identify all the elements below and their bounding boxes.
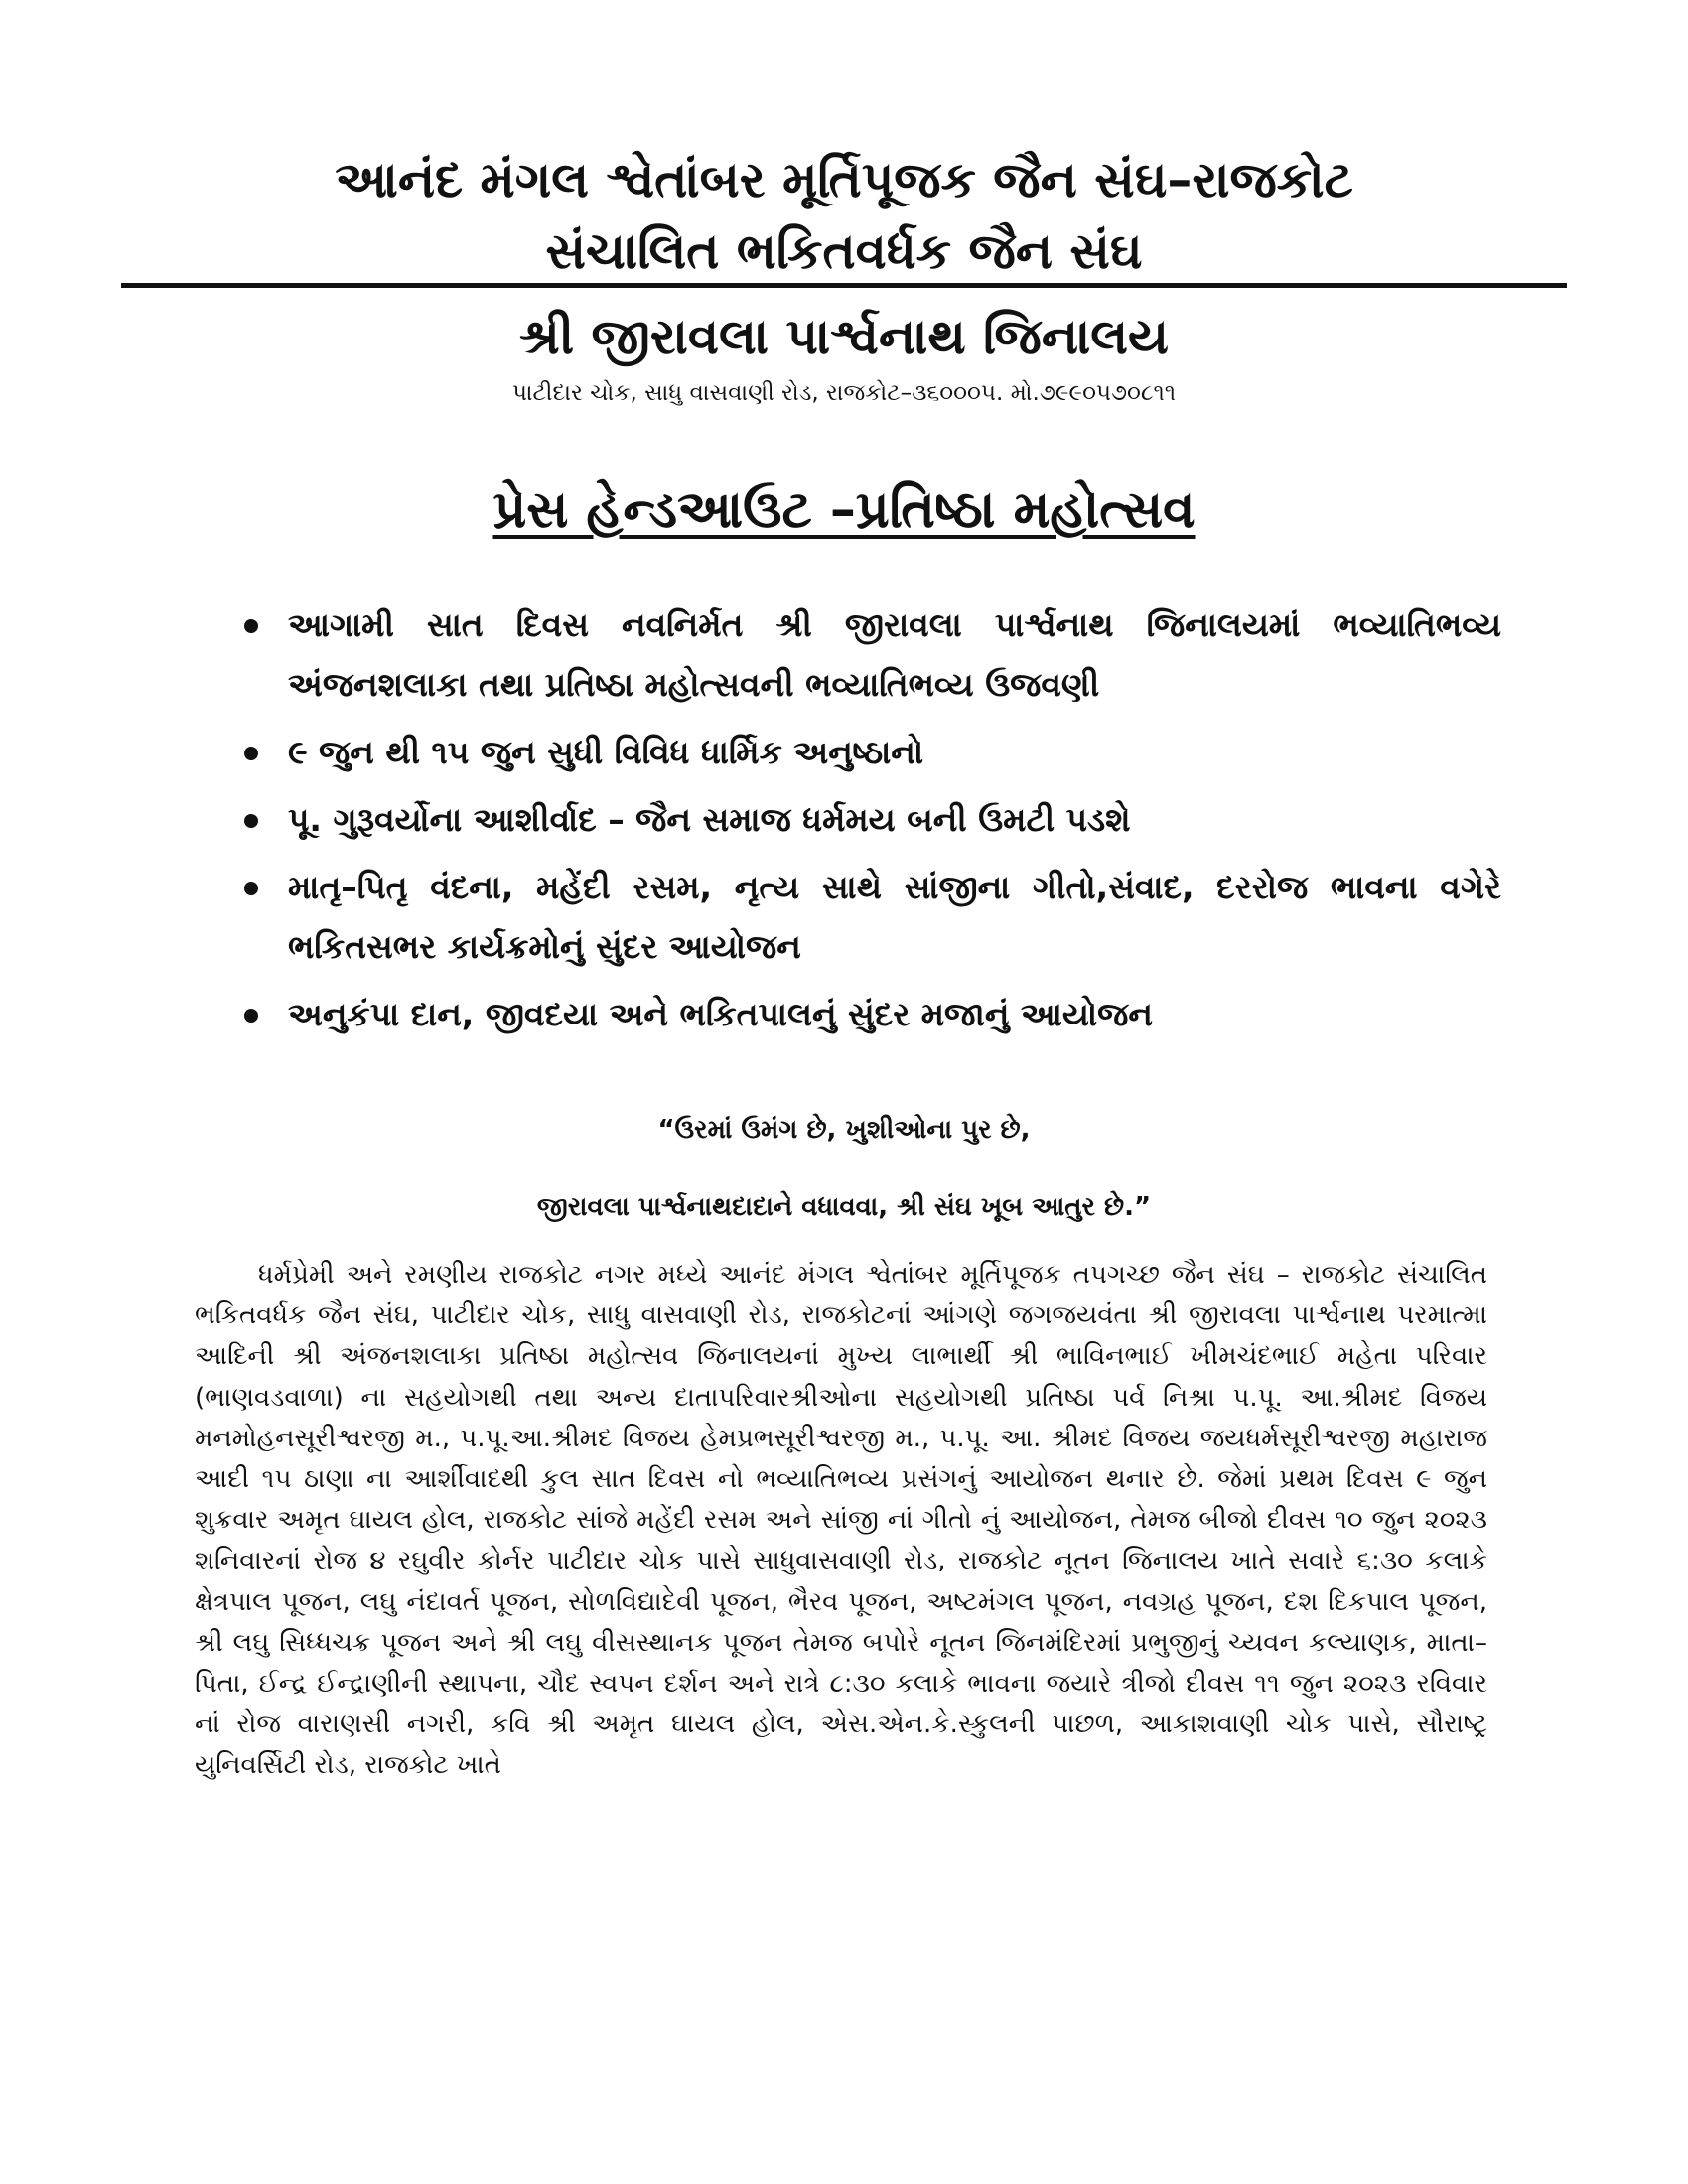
list-item	[244, 723, 1501, 782]
bullet-icon	[244, 619, 258, 633]
body-paragraph: ધર્મપ્રેમી અને રમણીય રાજકોટ નગર મધ્યે આનંદ મંગલ શ્વેતાંબર મૂર્તિપૂજક તપગચ્છ જૈન સંઘ – રાજકોટ સંચાલિત ભકિતવર્ધક જૈન સંઘ, પાટીદાર ચોક, સાધુ વાસવાણી રોડ, રાજકોટનાં આંગણે જગજયવંતા શ્રી જીરાવલા પાર્શ્વનાથ પરમાત્મા આદિની શ્રી અંજનશલાકા પ્રતિષ્ઠા મહોત્સવ જિનાલયનાં મુખ્ય લાભાર્થી શ્રી ભાવિનભાઈ ખીમચંદભાઈ મહેતા પરિવાર (ભાણવડવાળા) ના સહયોગથી તથા અન્ય દાતાપરિવારશ્રીઓના સહયોગથી પ્રતિષ્ઠા પર્વ નિશ્રા પ.પૂ. આ.શ્રીમદ વિજય મનમોહનસૂરીશ્વરજી મ., પ.પૂ.આ.શ્રીમદ વિજય હેમપ્રભસૂરીશ્વરજી મ., પ.પૂ. આ. શ્રીમદ વિજય જયધર્મસૂરીશ્વરજી મહારાજ આદી ૧૫ ઠાણા ના આર્શીવાદથી કુલ સાત દિવસ નો ભવ્યાતિભવ્ય પ્રસંગનું આયોજન થનાર છે. જેમાં પ્રથમ દિવસ ૯ જુન શુક્રવાર અમૃત ઘાયલ હોલ, રાજકોટ સાંજે મહેંદી રસમ અને સાંજી નાં ગીતો નું આયોજન, તેમજ બીજો દીવસ ૧૦ જુન ૨૦૨૩ શનિવારનાં રોજ ૪ રઘુવીર કોર્નર પાટીદાર ચોક પાસે સાધુવાસવાણી રોડ, રાજકોટ નૂતન જિનાલય ખાતે સવારે ૬:૩૦ કલાકે ક્ષેત્રપાલ પૂજન, લઘુ નંદાવર્ત પૂજન, સોળવિદ્યાદેવી પૂજન, ભૈરવ પૂજન, અષ્ટમંગલ પૂજન, નવગ્રહ પૂજન, દશ દિકપાલ પૂજન, શ્રી લઘુ સિધ્ધચક્ર પૂજન અને શ્રી લઘુ વીસસ્થાનક પૂજન તેમજ બપોરે નૂતન જિનમંદિરમાં પ્રભુજીનું ચ્યવન કલ્યાણક, માતા–પિતા, ઈન્દ્ર ઈન્દ્રાણીની સ્થાપના, ચૌદ સ્વપન દર્શન અને રાત્રે ૮:૩૦ કલાકે ભાવના જયારે ત્રીજો દીવસ ૧૧ જુન ૨૦૨૩ રવિવાર નાં રોજ વારાણસી નગરી, કવિ શ્રી અમૃત ઘાયલ હોલ, એસ.એન.કે.સ્કુલની પાછળ, આકાશવાણી ચોક પાસે, સૌરાષ્ટ્ર યુનિવર્સિટી રોડ, રાજકોટ ખાતે	[195, 1260, 1487, 1781]
organization-name: આનંદ મંગલ શ્વેતાંબર મૂર્તિપૂજક જૈન સંઘ–રાજકોટ	[335, 151, 1353, 208]
highlights-list	[244, 596, 1501, 1052]
address-line: પાટીદાર ચોક, સાધુ વાસવાણી રોડ, રાજકોટ–૩૬૦૦૦૫. મો.૭૯૯૦૫૭૦૮૧૧	[511, 380, 1177, 406]
temple-name: શ્રી જીરાવલા પાર્શ્વનાથ જિનાલય	[518, 308, 1170, 365]
bullet-icon	[244, 1009, 258, 1023]
quote-line-1: “ઉરમાં ઉમંગ છે, ખુશીઓના પુર છે,	[657, 1115, 1031, 1145]
heading-text: પ્રેસ હેન્ડઆઉટ –પ્રતિષ્ઠા મહોત્સવ	[492, 480, 1196, 540]
list-item	[244, 596, 1501, 715]
list-item	[244, 985, 1501, 1044]
bullet-icon	[244, 747, 258, 760]
document-heading	[0, 477, 1688, 544]
bullet-icon	[244, 814, 258, 828]
list-item-text: પૂ. ગુરૂવર્યોના આશીર્વાદ – જૈન સમાજ ધર્મમય બની ઉમટી પડશે	[288, 800, 1131, 839]
list-item-text: માતૃ–પિતૃ વંદના, મહેંદી રસમ, નૃત્ય સાથે સાંજીના ગીતો,સંવાદ, દરરોજ ભાવના વગેરે ભકિતસભર કાર્યક્રમોનું સુંદર આયોજન	[288, 868, 1501, 966]
list-item-text: ૯ જુન થી ૧૫ જુન સુધી વિવિધ ધાર્મિક અનુષ્ઠાનો	[288, 733, 924, 771]
list-item-text: આગામી સાત દિવસ નવનિર્મત શ્રી જીરાવલા પાર્શ્વનાથ જિનાલયમાં ભવ્યાતિભવ્ય અંજનશલાકા તથા પ્રતિષ્ઠા મહોત્સવની ભવ્યાતિભવ્ય ઉજવણી	[288, 606, 1501, 704]
header-divider	[121, 283, 1567, 288]
bullet-icon	[244, 882, 258, 895]
list-item	[244, 858, 1501, 977]
organization-subtitle: સંચાલિત ભકિતવર્ધક જૈન સંઘ	[545, 222, 1143, 280]
list-item	[244, 790, 1501, 850]
list-item-text: અનુકંપા દાન, જીવદયા અને ભકિતપાલનું સુંદર મજાનું આયોજન	[288, 995, 1153, 1033]
quote-line-2: જીરાવલા પાર્શ્વનાથદાદાને વધાવવા, શ્રી સંઘ ખૂબ આતુર છે.”	[536, 1192, 1152, 1222]
